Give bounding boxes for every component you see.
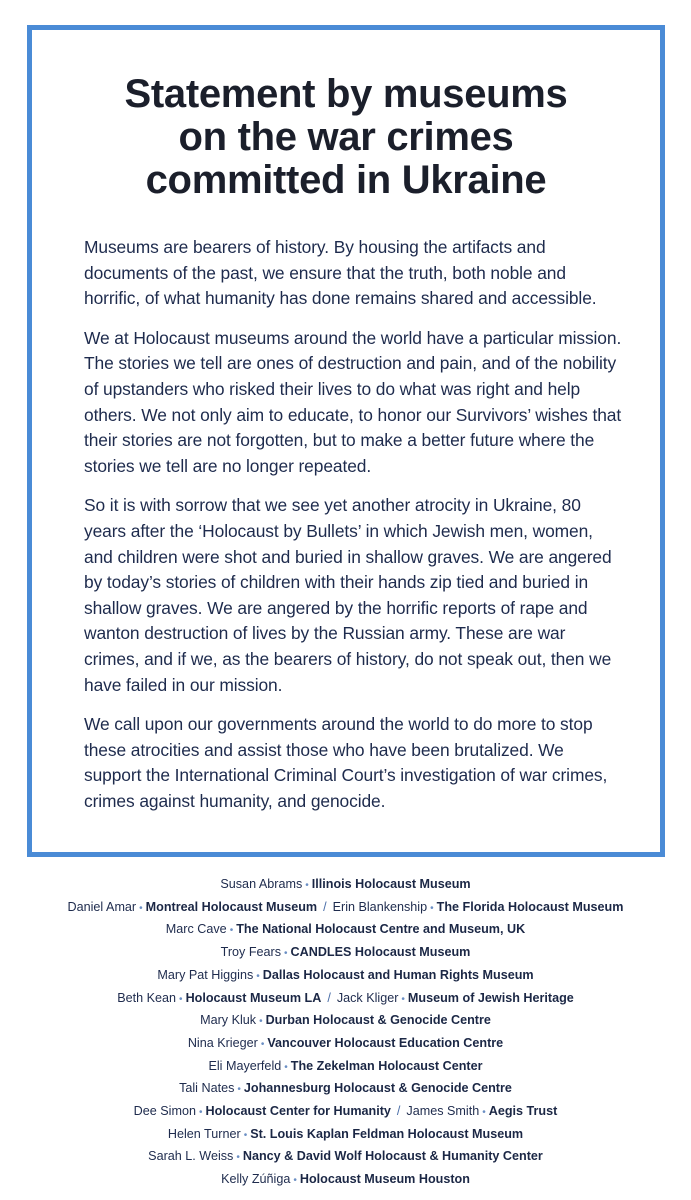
- statement-paragraph: So it is with sorrow that we see yet another atrocity in Ukraine, 80 years after the ‘Holocaust by Bullets’ in which Jewish men, women, and children were shot and buried in shallow graves. We are angered by today’s stories of children with their hands zip tied and buried in shallow graves. We are angered by the horrific reports of rape and wanton destruction of lives by the Russian army. These are war crimes, and if we, as the bearers of history, do not speak out, then we have failed in our mission.: [84, 495, 612, 695]
- signatory-name: Marc Cave: [165, 922, 227, 937]
- signatory-museum: CANDLES Holocaust Museum: [290, 945, 471, 960]
- signatory-line: [0, 1101, 691, 1124]
- signatory-line: [0, 1169, 691, 1192]
- statement-paragraph: Museums are bearers of history. By housing the artifacts and documents of the past, we ensure that the truth, both noble and horrific, of what humanity has done remains shared and accessible.: [84, 237, 597, 309]
- bullet-separator: •: [284, 948, 288, 960]
- signatory-museum: Illinois Holocaust Museum: [311, 877, 471, 891]
- signatory-museum: Holocaust Museum LA: [185, 990, 322, 1005]
- signatory-museum: The Zekelman Holocaust Center: [290, 1058, 483, 1073]
- signatory-museum: The Florida Holocaust Museum: [436, 899, 624, 914]
- bullet-separator: •: [229, 925, 234, 937]
- signatory-line: [0, 874, 691, 897]
- signatory-line: [0, 919, 691, 942]
- bullet-separator: •: [430, 902, 434, 914]
- signatory-museum: Montreal Holocaust Museum: [145, 899, 318, 914]
- signatory-museum: Dallas Holocaust and Human Rights Museum: [262, 967, 534, 982]
- bullet-separator: •: [482, 1107, 486, 1119]
- bullet-separator: •: [284, 1061, 288, 1073]
- signatory-line: [0, 1056, 691, 1079]
- signatory-name: Jack Kliger: [336, 990, 399, 1005]
- signatory-line: [0, 965, 691, 988]
- statement-paragraph: We at Holocaust museums around the world have a particular mission. The stories we tell are ones of destruction and pain, and of the nobility of upstanders who risked their lives to do what was right and help others. We not only aim to educate, to honor our Survivors’ wishes that their stories are not forgotten, but to make a better future where the stories we tell are no longer repeated.: [84, 327, 622, 476]
- statement-paragraph: We call upon our governments around the world to do more to stop these atrocities and assist those who have been brutalized. We support the International Criminal Court’s investigation of war crimes, crimes against humanity, and genocide.: [84, 714, 608, 811]
- signatory-name: Troy Fears: [220, 945, 282, 960]
- signatory-name: Mary Pat Higgins: [157, 967, 254, 982]
- title-line: Statement by museums: [124, 72, 568, 116]
- slash-separator: /: [327, 990, 331, 1005]
- signatory-name: Kelly Zúñiga: [221, 1172, 291, 1187]
- signatory-museum: Holocaust Center for Humanity: [205, 1104, 391, 1119]
- statement-body: [84, 235, 624, 828]
- bullet-separator: •: [256, 970, 260, 982]
- bullet-separator: •: [305, 880, 309, 891]
- signatory-name: Nina Krieger: [187, 1035, 258, 1050]
- signatory-name: James Smith: [406, 1104, 480, 1119]
- signatory-museum: St. Louis Kaplan Feldman Holocaust Museum: [250, 1126, 524, 1141]
- signatory-museum: Nancy & David Wolf Holocaust & Humanity Center: [242, 1149, 543, 1164]
- signatory-museum: Durban Holocaust & Genocide Centre: [265, 1013, 491, 1028]
- bullet-separator: •: [259, 1016, 263, 1028]
- signatory-museum: The National Holocaust Centre and Museum, UK: [236, 922, 526, 937]
- bullet-separator: •: [139, 902, 143, 914]
- bullet-separator: •: [236, 1152, 240, 1164]
- signatory-name: Erin Blankenship: [332, 899, 428, 914]
- signatory-line: [0, 897, 691, 920]
- signatory-museum: Johannesburg Holocaust & Genocide Centre: [243, 1081, 512, 1096]
- bullet-separator: •: [401, 993, 405, 1005]
- signatory-name: Susan Abrams: [220, 877, 303, 891]
- signatory-name: Sarah L. Weiss: [148, 1149, 234, 1164]
- signatory-line: [0, 942, 691, 965]
- signatory-line: [0, 988, 691, 1011]
- signatory-name: Beth Kean: [117, 990, 177, 1005]
- signatory-name: Dee Simon: [133, 1104, 196, 1119]
- bullet-separator: •: [179, 993, 183, 1005]
- bullet-separator: •: [260, 1038, 265, 1050]
- signatory-line: [0, 1033, 691, 1056]
- bullet-separator: •: [198, 1107, 203, 1119]
- bullet-separator: •: [237, 1084, 241, 1096]
- title-line: on the war crimes: [178, 115, 514, 159]
- signatory-museum: Aegis Trust: [488, 1104, 558, 1119]
- bullet-separator: •: [293, 1175, 297, 1187]
- title-line: committed in Ukraine: [145, 158, 547, 202]
- signatory-line: [0, 1078, 691, 1101]
- signatory-name: Tali Nates: [179, 1081, 235, 1096]
- signatory-museum: Holocaust Museum Houston: [299, 1172, 470, 1187]
- slash-separator: /: [396, 1104, 401, 1119]
- signatories-list: [0, 874, 691, 1192]
- signatory-name: Eli Mayerfeld: [208, 1058, 282, 1073]
- signatory-museum: Museum of Jewish Heritage: [407, 990, 574, 1005]
- bullet-separator: •: [243, 1129, 248, 1141]
- signatory-name: Helen Turner: [167, 1126, 241, 1141]
- signatory-line: [0, 1010, 691, 1033]
- signatory-name: Mary Kluk: [200, 1013, 257, 1028]
- statement-box: [27, 25, 665, 857]
- signatory-museum: Vancouver Holocaust Education Centre: [267, 1035, 504, 1050]
- signatory-name: Daniel Amar: [67, 899, 137, 914]
- statement-title: [32, 73, 660, 202]
- slash-separator: /: [323, 899, 327, 914]
- signatory-line: [0, 1146, 691, 1169]
- signatory-line: [0, 1124, 691, 1147]
